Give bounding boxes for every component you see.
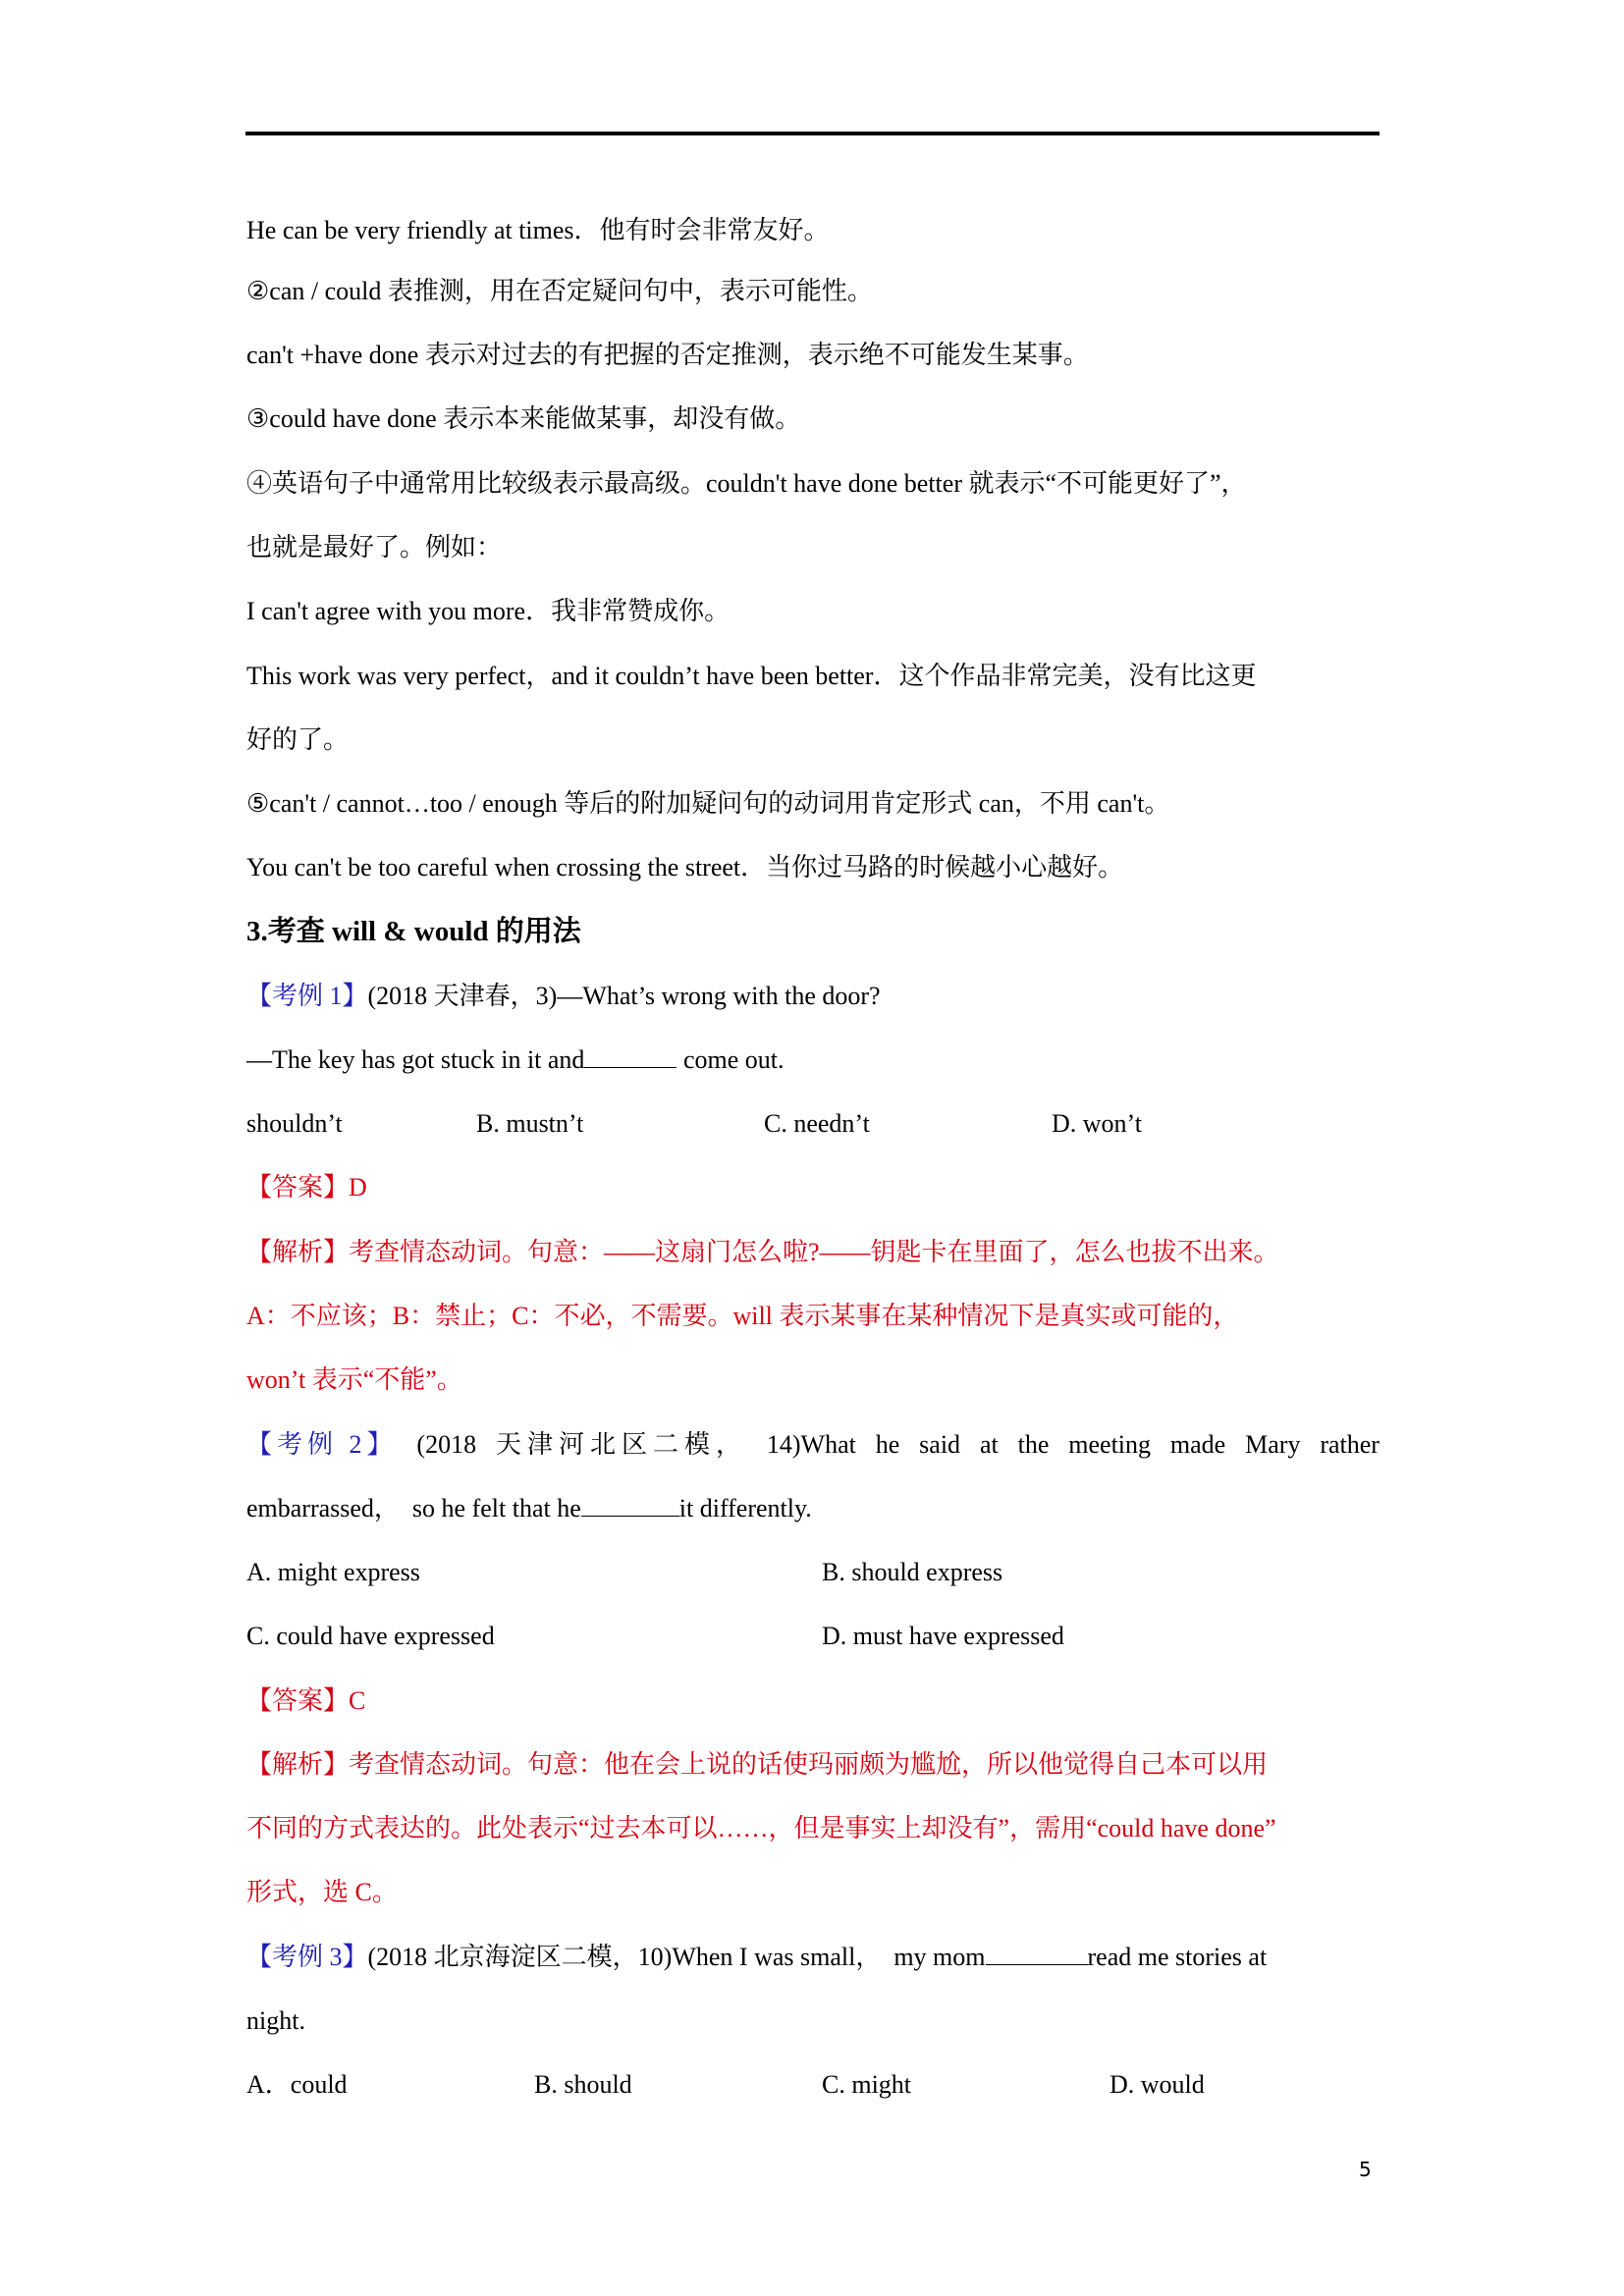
source-word: (2018 bbox=[416, 1430, 477, 1459]
analysis-line bbox=[246, 1748, 1268, 1782]
source-word: 14)What bbox=[766, 1430, 856, 1459]
note-line: I can't agree with you more．我非常赞成你。 bbox=[246, 597, 731, 625]
example-3-sentence-end: night. bbox=[246, 2006, 305, 2035]
example-3-question bbox=[246, 1941, 1267, 1974]
note-line: This work was very perfect，and it couldn’t have been better．这个作品非常完美，没有比这更 bbox=[246, 662, 1257, 690]
analysis-line: 形式，选 C。 bbox=[246, 1878, 398, 1906]
analysis-line: 不同的方式表达的。此处表示“过去本可以……，但是事实上却没有”，需用“could have done” bbox=[246, 1814, 1276, 1842]
source-word: rather bbox=[1320, 1430, 1380, 1459]
section-heading: 3.考查 will & would 的用法 bbox=[246, 916, 581, 947]
example-1-question bbox=[246, 980, 881, 1013]
answer-value: C bbox=[349, 1686, 366, 1715]
example-2-sentence bbox=[246, 1492, 812, 1525]
example-1-sentence bbox=[246, 1043, 784, 1077]
note-line: ④英语句子中通常用比较级表示最高级。couldn't have done better 就表示“不可能更好了”， bbox=[246, 469, 1247, 498]
note-line: ③could have done 表示本来能做某事，却没有做。 bbox=[246, 404, 801, 433]
source-word: 天津河北区二模， bbox=[495, 1430, 747, 1459]
analysis-line bbox=[246, 1236, 1279, 1269]
source-word: at bbox=[979, 1430, 999, 1459]
example-source: (2018 天津春，3)—What’s wrong with the door? bbox=[367, 982, 881, 1010]
question-text: (2018 北京海淀区二模，10)When I was small， my mom bbox=[367, 1943, 986, 1971]
answer-line bbox=[246, 1171, 367, 1204]
source-word: meeting bbox=[1068, 1430, 1152, 1459]
source-word: the bbox=[1017, 1430, 1050, 1459]
question-text: read me stories at bbox=[1087, 1943, 1268, 1971]
option-b: B. should express bbox=[822, 1558, 1003, 1586]
option-a: A．could bbox=[246, 2070, 348, 2099]
note-line: He can be very friendly at times．他有时会非常友好。 bbox=[246, 216, 830, 244]
example-label: 【考例 3】 bbox=[246, 1943, 368, 1971]
source-word: said bbox=[919, 1430, 961, 1459]
option-c: C. needn’t bbox=[764, 1109, 870, 1138]
option-b: B. mustn’t bbox=[476, 1109, 584, 1138]
header-rule bbox=[245, 132, 1380, 135]
note-line: can't +have done 表示对过去的有把握的否定推测，表示绝不可能发生某事。 bbox=[246, 341, 1089, 369]
question-text: —The key has got stuck in it and bbox=[246, 1045, 585, 1074]
option-c: C. could have expressed bbox=[246, 1622, 495, 1650]
option-d: D. would bbox=[1110, 2070, 1205, 2099]
answer-blank bbox=[581, 1492, 679, 1517]
analysis-label: 【解析】 bbox=[246, 1750, 350, 1779]
source-word: Mary bbox=[1245, 1430, 1301, 1459]
answer-line bbox=[246, 1684, 365, 1718]
option-d: D. won’t bbox=[1052, 1109, 1142, 1138]
analysis-text: 考查情态动词。句意：——这扇门怎么啦?——钥匙卡在里面了，怎么也拔不出来。 bbox=[349, 1238, 1279, 1266]
question-text: come out. bbox=[677, 1045, 785, 1074]
note-line: 也就是最好了。例如： bbox=[246, 533, 503, 561]
analysis-line: won’t 表示“不能”。 bbox=[246, 1365, 462, 1394]
answer-blank bbox=[584, 1043, 677, 1068]
answer-label: 【答案】 bbox=[246, 1686, 350, 1715]
source-word: made bbox=[1169, 1430, 1226, 1459]
option-c: C. might bbox=[822, 2070, 912, 2099]
question-text: embarrassed， so he felt that he bbox=[246, 1494, 581, 1522]
analysis-text: 考查情态动词。句意：他在会上说的话使玛丽颇为尴尬，所以他觉得自己本可以用 bbox=[349, 1750, 1269, 1779]
option-a: shouldn’t bbox=[246, 1109, 343, 1138]
analysis-line: A：不应该；B：禁止；C：不必，不需要。will 表示某事在某种情况下是真实或可能的， bbox=[246, 1302, 1239, 1330]
example-label: 【考例 1】 bbox=[246, 982, 368, 1010]
example-2-question bbox=[246, 1428, 1380, 1462]
note-line: 好的了。 bbox=[246, 725, 350, 754]
page-number: 5 bbox=[1359, 2158, 1372, 2181]
note-line: You can't be too careful when crossing the street．当你过马路的时候越小心越好。 bbox=[246, 853, 1124, 881]
answer-value: D bbox=[349, 1173, 367, 1201]
answer-label: 【答案】 bbox=[246, 1173, 350, 1201]
note-line: ⑤can't / cannot…too / enough 等后的附加疑问句的动词用肯定形式 can，不用 can't。 bbox=[246, 789, 1170, 818]
question-text: it differently. bbox=[678, 1494, 812, 1522]
analysis-label: 【解析】 bbox=[246, 1238, 350, 1266]
example-label: 【考例 2】 bbox=[246, 1430, 398, 1459]
source-word: he bbox=[875, 1430, 900, 1459]
note-line: ②can / could 表推测，用在否定疑问句中，表示可能性。 bbox=[246, 277, 873, 305]
answer-blank bbox=[986, 1941, 1088, 1965]
option-b: B. should bbox=[534, 2070, 632, 2099]
option-a: A. might express bbox=[246, 1558, 420, 1586]
option-d: D. must have expressed bbox=[822, 1622, 1064, 1650]
